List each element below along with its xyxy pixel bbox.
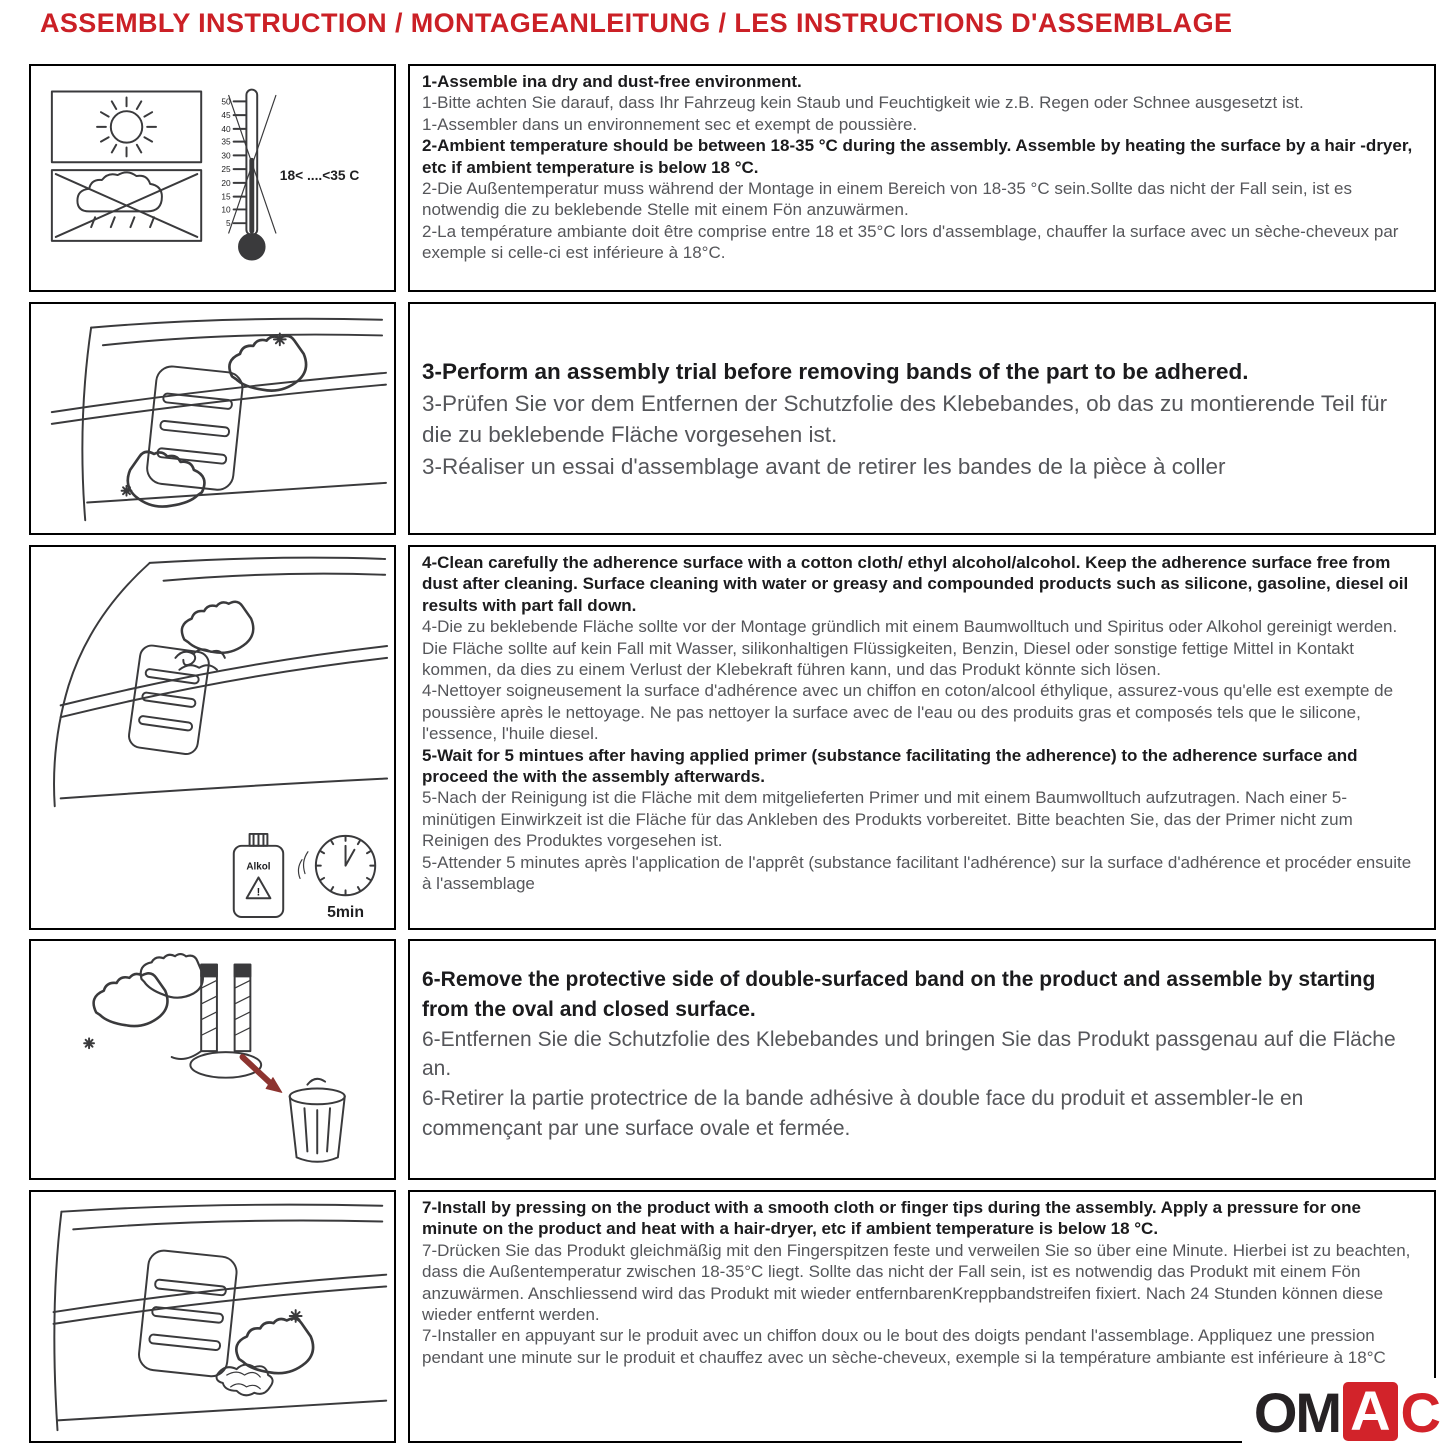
trim-part-icon <box>137 1249 238 1378</box>
step-2-de: 2-Die Außentemperatur muss während der Montage in einem Bereich von 18-35 °C sein.Sollte das nicht der Fall sein, ist es notwendig die zu beklebende Stelle mit einem Fön anzuwärmen. <box>422 179 1352 220</box>
step-7-en: 7-Install by pressing on the product with a smooth cloth or finger tips during the assembly. Apply a pressure for one minute on the product and heat with a hair-dryer, etc if ambient temperature is below 18 °C. <box>422 1198 1361 1239</box>
sparkle-icon <box>84 1038 94 1048</box>
trash-bin-icon <box>290 1079 345 1162</box>
svg-text:15: 15 <box>221 191 231 202</box>
svg-text:!: ! <box>256 886 261 899</box>
peel-band-illustration <box>31 941 394 1178</box>
section-5-image-box <box>29 1190 396 1443</box>
temperature-range-label: 18< ....<35 C <box>279 167 360 183</box>
section-2-text-box <box>408 302 1436 535</box>
step-6-en: 6-Remove the protective side of double-surfaced band on the product and assemble by starting from the oval and closed surface. <box>422 968 1376 1021</box>
hand-icon <box>94 973 168 1026</box>
section-2-image-box <box>29 302 396 535</box>
omac-logo <box>1242 1378 1441 1443</box>
step-1-fr: 1-Assembler dans un environnement sec et exempt de poussière. <box>422 114 918 134</box>
svg-text:10: 10 <box>221 204 231 215</box>
step-5-fr: 5-Attender 5 minutes après l'application de l'apprêt (substance facilitant l'adhérence) sur la surface d'adhérence et procéder ensuite à l'assemblage <box>422 852 1412 894</box>
no-rain-icon <box>52 170 201 241</box>
step-5-en: 5-Wait for 5 mintues after having applied primer (substance facilitating the adherence) to the adherence surface and proceed the with the assembly afterwards. <box>422 745 1358 787</box>
section-1-image-box <box>29 64 396 292</box>
thermometer-icon <box>221 90 359 260</box>
step-3-de: 3-Prüfen Sie vor dem Entfernen der Schutzfolie des Klebebandes, ob das zu montierende Teil für die zu beklebende Fläche vorgesehen ist. <box>422 390 1388 447</box>
step-7-de: 7-Drücken Sie das Produkt gleichmäßig mit den Fingerspitzen feste und verweilen Sie so über eine Minute. Hierbei ist zu beachten, dass die Außentemperatur zwischen 18-35°C liegt. Sollte das nicht der Fall sein, ist es notwendig das Produkt mit einem Fön anzuwärmen. Anschliessend wird das Produkt mit wieder entfernbarenKreppbandstreifen fixiert. Nach 24 Stunden können diese wieder entfernt werden. <box>422 1240 1411 1325</box>
sparkle-icon <box>274 333 286 345</box>
step-4-de: 4-Die zu beklebende Fläche sollte vor der Montage gründlich mit einem Baumwolltuch und Spiritus oder Alkohol gereinigt werden. Die Fläche sollte auf kein Fall mit Wasser, silikonhaltigen Flüssigkeiten, Benzin, Diesel oder sonstige fettige Mittel in Kontakt kommen, da dies zu einem Verlust der Klebekraft führen kann, und das Produkt könnte sich lösen. <box>422 617 1398 680</box>
press-install-illustration <box>31 1192 394 1441</box>
step-6-fr: 6-Retirer la partie protectrice de la bande adhésive à double face du produit et assembler-le en commençant par une surface ovale et fermée. <box>422 1087 1304 1141</box>
step-6-de: 6-Entfernen Sie die Schutzfolie des Klebebandes und bringen Sie das Produkt passgenau auf die Fläche an. <box>422 1027 1396 1081</box>
step-1-en: 1-Assemble ina dry and dust-free environment. <box>422 72 802 91</box>
logo-text-a: A <box>1343 1382 1397 1441</box>
logo-text-c: C <box>1400 1381 1439 1444</box>
sparkle-icon <box>122 486 132 496</box>
page-title: ASSEMBLY INSTRUCTION / MONTAGEANLEITUNG / LES INSTRUCTIONS D'ASSEMBLAGE <box>40 8 1233 38</box>
svg-text:5: 5 <box>226 218 231 229</box>
step-3-en: 3-Perform an assembly trial before removing bands of the part to be adhered. <box>422 359 1249 384</box>
hand-icon <box>229 336 306 391</box>
step-5-de: 5-Nach der Reinigung ist die Fläche mit dem mitgelieferten Primer und mit einem Baumwolltuch aufzutragen. Nach einer 5-minütigen Einwirkzeit ist die Fläche für das Ankleben des Produkts vorbereitet. Bitte beachten Sie, das der Primer nicht zum Reinigen des Produktes vorgesehen ist. <box>422 788 1353 851</box>
svg-text:40: 40 <box>221 123 231 134</box>
svg-text:35: 35 <box>221 136 231 147</box>
step-2-en: 2-Ambient temperature should be between 18-35 °C during the assembly. Assemble by heating the surface by a hair -dryer, etc if ambient temperature is below 18 °C. <box>422 136 1413 177</box>
assembly-trial-illustration <box>31 304 394 533</box>
step-2-fr: 2-La température ambiante doit être comprise entre 18 et 35°C lors d'assemblage, chauffer la surface avec un sèche-cheveux par exemple si celle-ci est inférieure à 18°C. <box>422 221 1399 263</box>
svg-text:30: 30 <box>221 150 231 161</box>
bottle-label: Alkol <box>246 861 271 873</box>
step-4-en: 4-Clean carefully the adherence surface with a cotton cloth/ ethyl alcohol/alcohol. Keep the adherence surface free from dust after cleaning. Surface cleaning with water or greasy and compounded products such as silicone, gasoline, diesel oil results with part fall down. <box>422 553 1409 615</box>
alcohol-bottle-icon <box>234 834 283 917</box>
svg-text:50: 50 <box>221 96 231 107</box>
section-3-text-box <box>408 545 1436 930</box>
svg-text:25: 25 <box>221 164 231 175</box>
sun-icon <box>52 92 201 163</box>
clock-icon <box>298 836 375 921</box>
logo-text-om: OM <box>1253 1381 1341 1444</box>
svg-text:45: 45 <box>221 110 231 121</box>
environment-illustration <box>31 66 394 290</box>
step-3-fr: 3-Réaliser un essai d'assemblage avant de retirer les bandes de la pièce à coller <box>422 453 1226 479</box>
step-4-fr: 4-Nettoyer soigneusement la surface d'adhérence avec un chiffon en coton/alcool éthylique, assurez-vous qu'elle est exempte de poussière après le nettoyage. Ne pas nettoyer la surface avec de l'eau ou des produits gras et composés tels que le silicone, l'essence, l'huile diesel. <box>422 681 1394 744</box>
clock-label: 5min <box>327 904 364 922</box>
sparkle-icon <box>290 1310 302 1322</box>
section-4-image-box <box>29 939 396 1180</box>
section-1-text-box <box>408 64 1436 292</box>
section-3-image-box <box>29 545 396 930</box>
svg-text:20: 20 <box>221 177 231 188</box>
section-4-text-box <box>408 939 1436 1180</box>
hand-icon <box>182 602 253 653</box>
trim-part-icon <box>146 365 244 491</box>
step-7-fr: 7-Installer en appuyant sur le produit avec un chiffon doux ou le bout des doigts pendant l'assemblage. Appliquez une pression pendant une minute sur le produit et chauffez avec un sèche-cheveux, exemple si la température ambiante est inférieure à 18°C <box>422 1326 1386 1367</box>
step-1-de: 1-Bitte achten Sie darauf, dass Ihr Fahrzeug kein Staub und Feuchtigkeit wie z.B. Regen oder Schnee ausgesetzt ist. <box>422 93 1304 113</box>
cleaning-illustration <box>31 547 394 928</box>
